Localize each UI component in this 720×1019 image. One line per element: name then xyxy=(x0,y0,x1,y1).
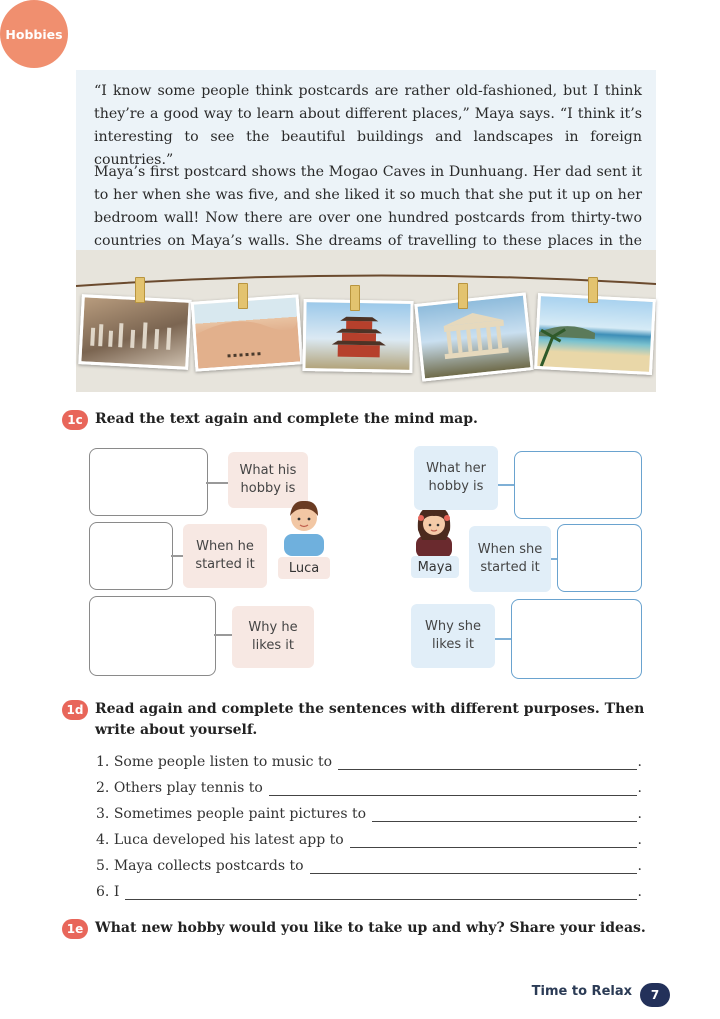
sentence-text: I xyxy=(113,884,120,900)
sentence-text: Maya collects postcards to xyxy=(113,858,304,874)
connector xyxy=(495,638,511,640)
sentence-text: Others play tennis to xyxy=(113,780,263,796)
answer-box-when-he-started[interactable] xyxy=(89,522,173,590)
sentence-blank[interactable] xyxy=(350,833,637,848)
sentence-blank[interactable] xyxy=(269,781,637,796)
clothespin xyxy=(458,283,468,309)
sentence-4: 4. Luca developed his latest app to . xyxy=(96,832,642,848)
label-why-he-likes: Why he likes it xyxy=(232,606,314,668)
label-when-he-started: When he started it xyxy=(183,524,267,588)
answer-box-why-she-likes[interactable] xyxy=(511,599,642,679)
section-badge-1e: 1e xyxy=(62,919,88,939)
sentence-number: 1. xyxy=(96,754,110,770)
clothespin xyxy=(350,285,360,311)
label-what-his-hobby: What his hobby is xyxy=(228,452,308,508)
section-badge-1d: 1d xyxy=(62,700,88,720)
sentence-blank[interactable] xyxy=(372,807,637,822)
clothespin xyxy=(238,283,248,309)
hobbies-center-node: Hobbies xyxy=(0,0,68,68)
sentence-5: 5. Maya collects postcards to . xyxy=(96,858,642,874)
connector xyxy=(206,482,228,484)
label-why-she-likes: Why she likes it xyxy=(411,604,495,668)
girl-name-maya: Maya xyxy=(411,556,459,578)
connector xyxy=(171,555,183,557)
label-what-her-hobby: What her hobby is xyxy=(414,446,498,510)
section-badge-1c: 1c xyxy=(62,410,88,430)
connector xyxy=(214,634,232,636)
sentence-number: 5. xyxy=(96,858,110,874)
label-when-she-started: When she started it xyxy=(469,526,551,592)
postcard-beach xyxy=(534,293,656,375)
clothespin xyxy=(588,277,598,303)
answer-box-his-hobby[interactable] xyxy=(89,448,208,516)
answer-box-her-hobby[interactable] xyxy=(514,451,642,519)
instruction-1e: What new hobby would you like to take up and why? Share your ideas. xyxy=(95,920,646,936)
sentence-text: Some people listen to music to xyxy=(113,754,333,770)
sentence-1: 1. Some people listen to music to . xyxy=(96,754,642,770)
instruction-1d: Read again and complete the sentences with different purposes. Then write about yourself. xyxy=(95,701,645,738)
clothespin xyxy=(135,277,145,303)
sentence-blank[interactable] xyxy=(125,885,636,900)
footer-title: Time to Relax xyxy=(531,984,632,999)
sentence-number: 4. xyxy=(96,832,110,848)
sentence-number: 2. xyxy=(96,780,110,796)
reading-paragraph-2: Maya’s first postcard shows the Mogao Caves in Dunhuang. Her dad sent it to her when she was five, and she liked it so much that she put it up on her bedroom wall! Now there are over one hundred postcards from thirty-two countries on Maya’s walls. She dreams of travelling to these places in the xyxy=(94,164,642,249)
boy-avatar xyxy=(282,494,326,556)
sentence-text: Sometimes people paint pictures to xyxy=(113,806,367,822)
postcard-parthenon xyxy=(414,292,534,381)
answer-box-when-she-started[interactable] xyxy=(557,524,642,592)
sentence-text: Luca developed his latest app to xyxy=(113,832,344,848)
postcard-mogao-caves xyxy=(78,294,192,370)
sentence-2: 2. Others play tennis to . xyxy=(96,780,642,796)
instruction-1c: Read the text again and complete the mind map. xyxy=(95,411,478,427)
sentence-blank[interactable] xyxy=(310,859,637,874)
sentence-number: 3. xyxy=(96,806,110,822)
reading-paragraph-1: “I know some people think postcards are rather old-fashioned, but I think they’re a good way to learn about different places,” Maya says. “I think it’s interesting to see the beautiful buildings and landscapes in foreign countries.” xyxy=(94,83,642,168)
page-number: 7 xyxy=(640,983,670,1007)
answer-box-why-he-likes[interactable] xyxy=(89,596,216,676)
sentence-3: 3. Sometimes people paint pictures to . xyxy=(96,806,642,822)
sentence-blank[interactable] xyxy=(338,755,637,770)
sentence-number: 6. xyxy=(96,884,110,900)
boy-name-luca: Luca xyxy=(278,557,330,579)
sentence-6: 6. I . xyxy=(96,884,642,900)
connector xyxy=(498,484,514,486)
